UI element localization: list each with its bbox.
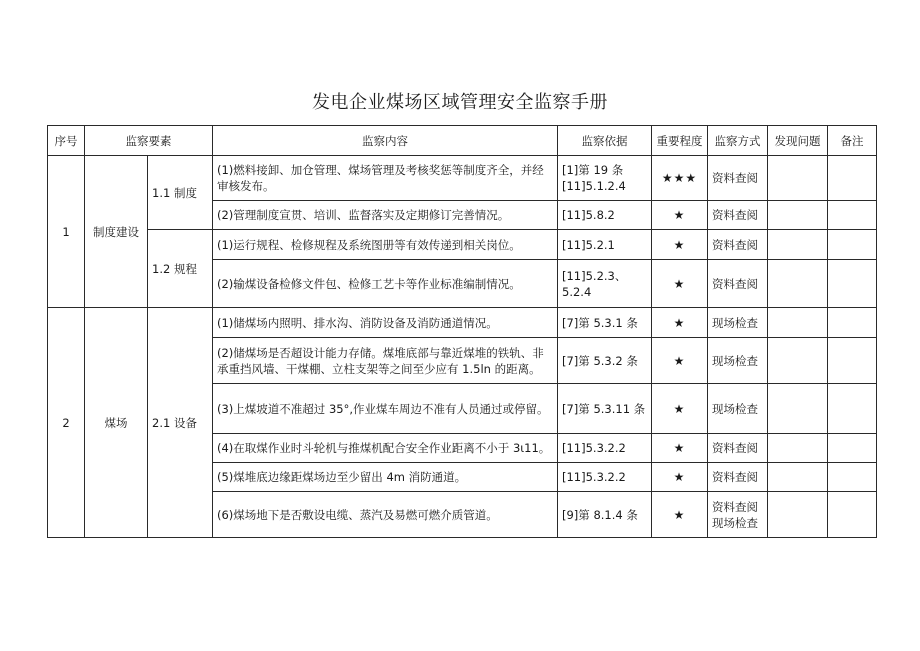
- header-content: 监察内容: [213, 126, 558, 156]
- importance-cell: ★: [652, 384, 708, 434]
- issues-cell: [768, 230, 828, 260]
- remarks-cell: [828, 156, 877, 201]
- header-row: [48, 126, 877, 156]
- basis-cell: [7]第 5.3.2 条: [558, 338, 652, 384]
- content-cell: (4)在取煤作业时斗轮机与推煤机配合安全作业距离不小于 3ι11。: [213, 434, 558, 463]
- content-cell: (5)煤堆底边缘距煤场边至少留出 4m 消防通道。: [213, 463, 558, 492]
- content-cell: (2)储煤场是否超设计能力存储。煤堆底部与靠近煤堆的铁轨、非承重挡风墙、干煤棚、立柱支架等之间至少应有 1.5ln 的距离。: [213, 338, 558, 384]
- remarks-cell: [828, 434, 877, 463]
- subsection-cell: 1.1 制度: [148, 156, 213, 230]
- header-basis: 监察依据: [558, 126, 652, 156]
- method-cell: 资料查阅: [708, 201, 768, 230]
- importance-cell: ★: [652, 463, 708, 492]
- content-cell: (2)输煤设备检修文件包、检修工艺卡等作业标准编制情况。: [213, 260, 558, 308]
- remarks-cell: [828, 384, 877, 434]
- issues-cell: [768, 492, 828, 538]
- importance-cell: ★: [652, 308, 708, 338]
- remarks-cell: [828, 492, 877, 538]
- remarks-cell: [828, 230, 877, 260]
- header-element: 监察要素: [85, 126, 213, 156]
- seq-cell: 1: [48, 156, 85, 308]
- basis-cell: [11]5.2.3、 5.2.4: [558, 260, 652, 308]
- issues-cell: [768, 156, 828, 201]
- inspection-table: [47, 125, 877, 538]
- content-cell: (6)煤场地下是否敷设电缆、蒸汽及易燃可燃介质管道。: [213, 492, 558, 538]
- content-cell: (1)燃料接卸、加仓管理、煤场管理及考核奖惩等制度齐全，并经审核发布。: [213, 156, 558, 201]
- header-issues: 发现问题: [768, 126, 828, 156]
- method-cell: 现场检查: [708, 384, 768, 434]
- header-importance: 重要程度: [652, 126, 708, 156]
- basis-cell: [11]5.2.1: [558, 230, 652, 260]
- remarks-cell: [828, 463, 877, 492]
- importance-cell: ★: [652, 492, 708, 538]
- issues-cell: [768, 338, 828, 384]
- table-row: [48, 156, 877, 201]
- header-seq: 序号: [48, 126, 85, 156]
- method-cell: 现场检查: [708, 338, 768, 384]
- issues-cell: [768, 260, 828, 308]
- issues-cell: [768, 463, 828, 492]
- issues-cell: [768, 384, 828, 434]
- subsection-cell: 1.2 规程: [148, 230, 213, 308]
- content-cell: (3)上煤坡道不准超过 35°,作业煤车周边不准有人员通过或停留。: [213, 384, 558, 434]
- seq-cell: 2: [48, 308, 85, 538]
- element-cell: 制度建设: [85, 156, 148, 308]
- method-cell: 资料查阅: [708, 156, 768, 201]
- document-title: 发电企业煤场区域管理安全监察手册: [312, 92, 608, 113]
- basis-cell: [11]5.3.2.2: [558, 434, 652, 463]
- basis-cell: [11]5.8.2: [558, 201, 652, 230]
- method-cell: 资料查阅: [708, 434, 768, 463]
- issues-cell: [768, 308, 828, 338]
- basis-cell: [7]第 5.3.11 条: [558, 384, 652, 434]
- subsection-cell: 2.1 设备: [148, 308, 213, 538]
- element-cell: 煤场: [85, 308, 148, 538]
- remarks-cell: [828, 260, 877, 308]
- remarks-cell: [828, 338, 877, 384]
- table-row: [48, 230, 877, 260]
- basis-cell: [9]第 8.1.4 条: [558, 492, 652, 538]
- importance-cell: ★: [652, 338, 708, 384]
- header-method: 监察方式: [708, 126, 768, 156]
- remarks-cell: [828, 308, 877, 338]
- issues-cell: [768, 201, 828, 230]
- method-cell: 资料查阅: [708, 463, 768, 492]
- importance-cell: ★★★: [652, 156, 708, 201]
- importance-cell: ★: [652, 201, 708, 230]
- importance-cell: ★: [652, 434, 708, 463]
- basis-cell: [1]第 19 条 [11]5.1.2.4: [558, 156, 652, 201]
- issues-cell: [768, 434, 828, 463]
- importance-cell: ★: [652, 230, 708, 260]
- basis-cell: [11]5.3.2.2: [558, 463, 652, 492]
- remarks-cell: [828, 201, 877, 230]
- method-cell: 资料查阅: [708, 260, 768, 308]
- method-cell: 资料查阅: [708, 230, 768, 260]
- header-remarks: 备注: [828, 126, 877, 156]
- importance-cell: ★: [652, 260, 708, 308]
- table-row: [48, 308, 877, 338]
- basis-cell: [7]第 5.3.1 条: [558, 308, 652, 338]
- content-cell: (1)储煤场内照明、排水沟、消防设备及消防通道情况。: [213, 308, 558, 338]
- content-cell: (2)管理制度宣贯、培训、监督落实及定期修订完善情况。: [213, 201, 558, 230]
- method-cell: 资料查阅 现场检查: [708, 492, 768, 538]
- content-cell: (1)运行规程、检修规程及系统图册等有效传递到相关岗位。: [213, 230, 558, 260]
- method-cell: 现场检查: [708, 308, 768, 338]
